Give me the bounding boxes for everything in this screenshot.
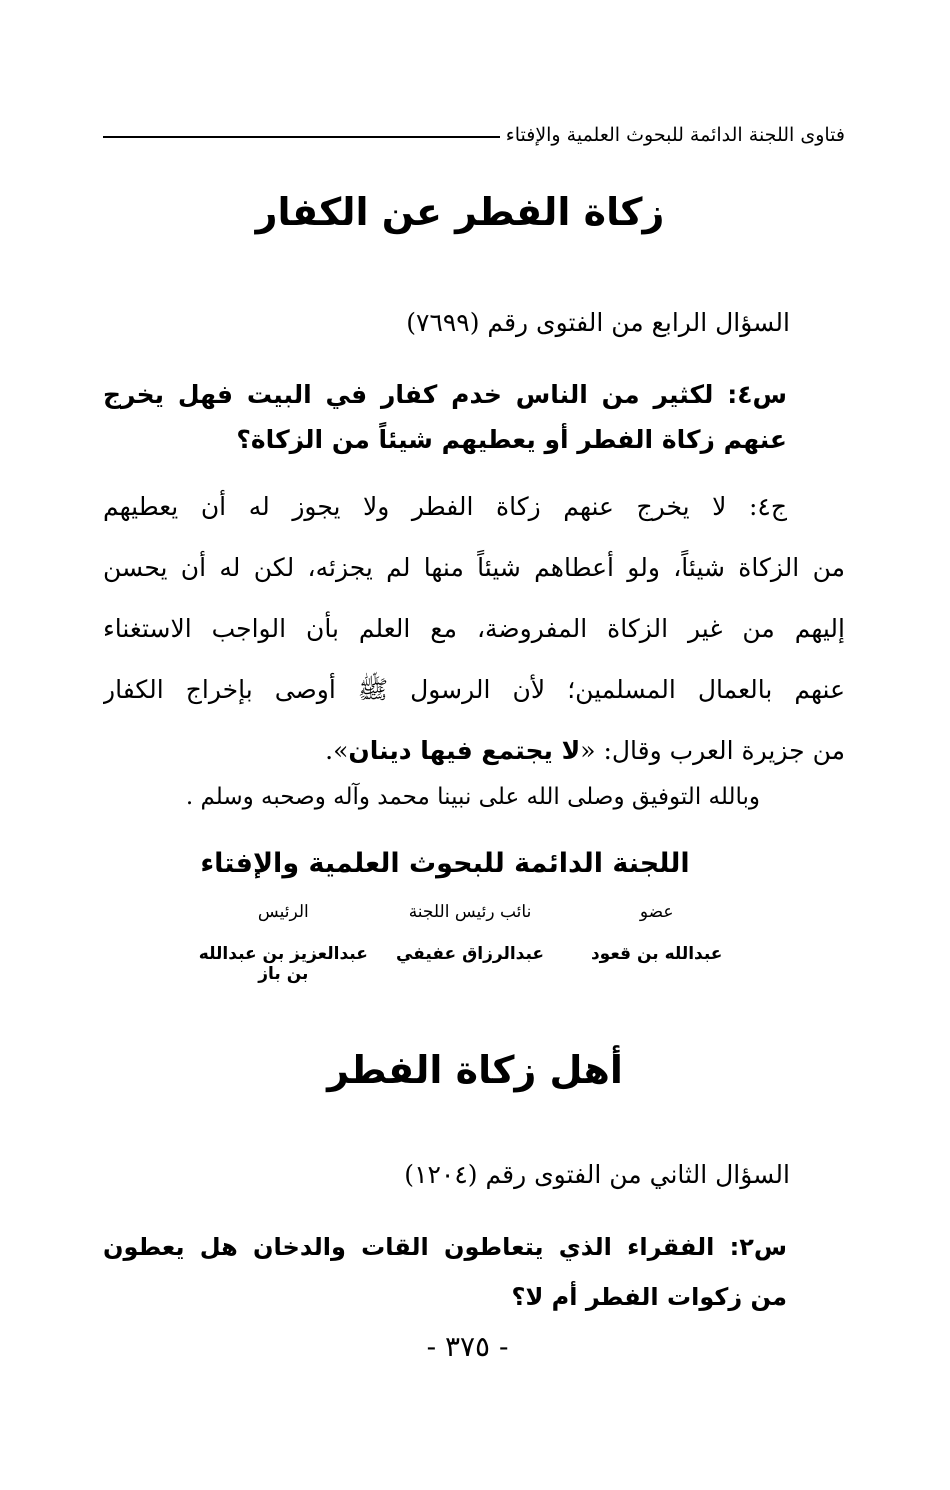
signatory-name: عبدالرزاق عفيفي bbox=[395, 944, 545, 964]
signatory-role: عضو bbox=[639, 902, 674, 922]
answer-last-prefix: من جزيرة العرب وقال: « bbox=[580, 736, 845, 765]
signatures-table bbox=[190, 902, 750, 984]
closing-statement: وبالله التوفيق وصلى الله على نبينا محمد وآله وصحبه وسلم . bbox=[185, 784, 760, 810]
question-reference: السؤال الرابع من الفتوى رقم (٧٦٩٩) bbox=[406, 308, 790, 337]
signatory-name: عبدالعزيز بن عبدالله بن باز bbox=[198, 944, 368, 984]
question-line: س٤: لكثير من الناس خدم كفار في البيت فهل يخرج bbox=[103, 380, 787, 409]
question-line: عنهم زكاة الفطر أو يعطيهم شيئاً من الزكاة؟ bbox=[236, 425, 787, 454]
committee-name: اللجنة الدائمة للبحوث العلمية والإفتاء bbox=[200, 848, 690, 879]
answer-line: إليهم من غير الزكاة المفروضة، مع العلم بأن الواجب الاستغناء bbox=[103, 614, 845, 643]
question-block bbox=[103, 372, 845, 462]
signatory-role: نائب رئيس اللجنة bbox=[408, 902, 532, 922]
question-line: س٢: الفقراء الذي يتعاطون القات والدخان هل يعطون bbox=[103, 1233, 787, 1261]
answer-line: عنهم بالعمال المسلمين؛ لأن الرسول ﷺ أوصى بإخراج الكفار bbox=[103, 675, 845, 704]
question-reference: السؤال الثاني من الفتوى رقم (١٢٠٤) bbox=[404, 1160, 790, 1189]
section-title: زكاة الفطر عن الكفار bbox=[255, 190, 665, 234]
signatory-role: الرئيس bbox=[257, 902, 309, 922]
running-header bbox=[103, 118, 845, 152]
answer-block bbox=[103, 476, 845, 781]
answer-line: ج٤: لا يخرج عنهم زكاة الفطر ولا يجوز له أن يعطيهم bbox=[103, 492, 787, 521]
hadith-quote: لا يجتمع فيها دينان bbox=[348, 736, 581, 765]
answer-line-last bbox=[103, 720, 845, 781]
signatory-name: عبدالله بن قعود bbox=[590, 944, 723, 964]
page-number: - ٣٧٥ - bbox=[426, 1330, 509, 1363]
header-rule bbox=[103, 136, 500, 138]
question-line: من زكوات الفطر أم لا؟ bbox=[511, 1283, 787, 1311]
answer-last-suffix: ». bbox=[325, 736, 349, 765]
section-title: أهل زكاة الفطر bbox=[327, 1048, 623, 1092]
answer-line: من الزكاة شيئاً، ولو أعطاهم شيئاً منها لم يجزئه، لكن له أن يحسن bbox=[103, 553, 845, 582]
question-block bbox=[103, 1222, 845, 1322]
running-header-text: فتاوى اللجنة الدائمة للبحوث العلمية والإفتاء bbox=[505, 124, 845, 146]
